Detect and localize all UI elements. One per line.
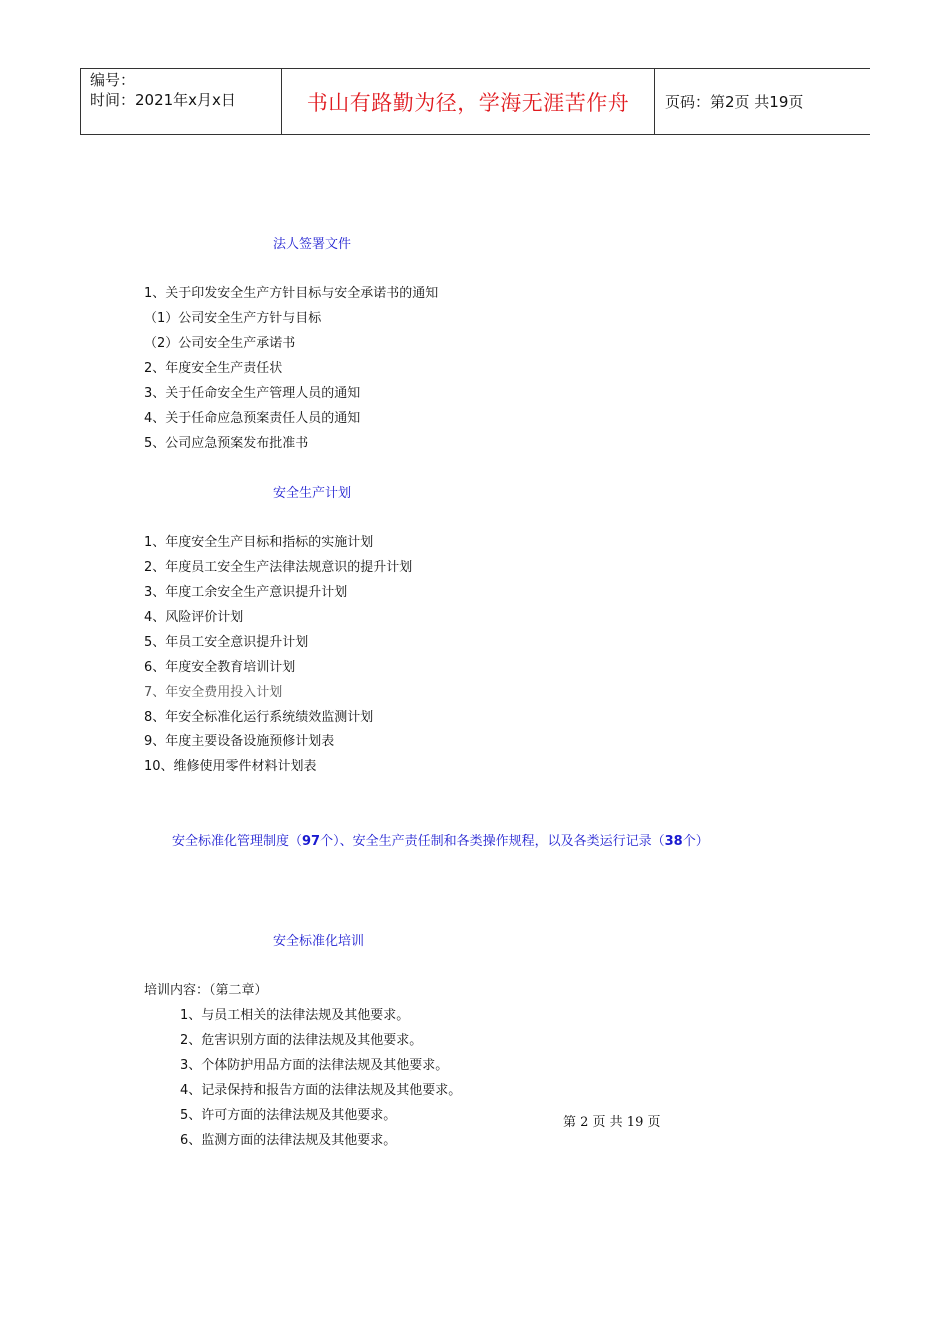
list-item: 8、年安全标准化运行系统绩效监测计划 bbox=[144, 710, 374, 725]
header-page-code: 页码：第2页 共19页 bbox=[665, 93, 804, 111]
document-time-label: 时间：2021年x月x日 bbox=[90, 91, 236, 109]
standardization-text-part1: 安全标准化管理制度（ bbox=[172, 834, 303, 849]
page-number-footer: 第 2 页 共 19 页 bbox=[563, 1115, 661, 1130]
list-item: 6、监测方面的法律法规及其他要求。 bbox=[180, 1133, 397, 1148]
list-item: （1）公司安全生产方针与目标 bbox=[144, 311, 322, 326]
standardization-text-part2: 个）、安全生产责任制和各类操作规程，以及各类运行记录（ bbox=[320, 834, 665, 849]
list-item: 1、年度安全生产目标和指标的实施计划 bbox=[144, 535, 374, 550]
list-item: （2）公司安全生产承诺书 bbox=[144, 336, 296, 351]
section-title-legal-documents: 法人签署文件 bbox=[273, 237, 352, 252]
list-item: 4、关于任命应急预案责任人员的通知 bbox=[144, 411, 361, 426]
list-item: 9、年度主要设备设施预修计划表 bbox=[144, 734, 335, 749]
header-meta-cell bbox=[81, 69, 282, 134]
header-motto: 书山有路勤为径，学海无涯苦作舟 bbox=[306, 90, 630, 115]
list-item: 4、风险评价计划 bbox=[144, 610, 244, 625]
list-item: 2、年度安全生产责任状 bbox=[144, 361, 283, 376]
list-item: 1、与员工相关的法律法规及其他要求。 bbox=[180, 1008, 410, 1023]
list-item: 2、危害识别方面的法律法规及其他要求。 bbox=[180, 1033, 423, 1048]
list-item: 4、记录保持和报告方面的法律法规及其他要求。 bbox=[180, 1083, 462, 1098]
list-item: 3、年度工余安全生产意识提升计划 bbox=[144, 585, 348, 600]
list-item: 3、个体防护用品方面的法律法规及其他要求。 bbox=[180, 1058, 449, 1073]
list-item: 6、年度安全教育培训计划 bbox=[144, 660, 296, 675]
standardization-count-2: 38 bbox=[664, 834, 683, 849]
list-item: 7、年安全费用投入计划 bbox=[144, 685, 283, 700]
document-header bbox=[80, 68, 870, 135]
list-item: 3、关于任命安全生产管理人员的通知 bbox=[144, 386, 361, 401]
header-page-cell bbox=[655, 69, 870, 134]
list-item: 2、年度员工安全生产法律法规意识的提升计划 bbox=[144, 560, 413, 575]
header-motto-cell bbox=[282, 69, 655, 134]
section-title-standardization-system bbox=[172, 833, 709, 851]
section-title-training: 安全标准化培训 bbox=[273, 934, 365, 949]
standardization-count-1: 97 bbox=[302, 834, 321, 849]
document-number-label: 编号： bbox=[90, 71, 136, 89]
training-intro: 培训内容：（第二章） bbox=[144, 983, 268, 998]
list-item: 5、许可方面的法律法规及其他要求。 bbox=[180, 1108, 397, 1123]
list-item: 1、关于印发安全生产方针目标与安全承诺书的通知 bbox=[144, 286, 439, 301]
section-title-safety-plan: 安全生产计划 bbox=[273, 486, 352, 501]
list-item: 5、年员工安全意识提升计划 bbox=[144, 635, 309, 650]
standardization-text-part3: 个） bbox=[682, 834, 709, 849]
list-item: 10、维修使用零件材料计划表 bbox=[144, 759, 317, 774]
list-item: 5、公司应急预案发布批准书 bbox=[144, 436, 309, 451]
